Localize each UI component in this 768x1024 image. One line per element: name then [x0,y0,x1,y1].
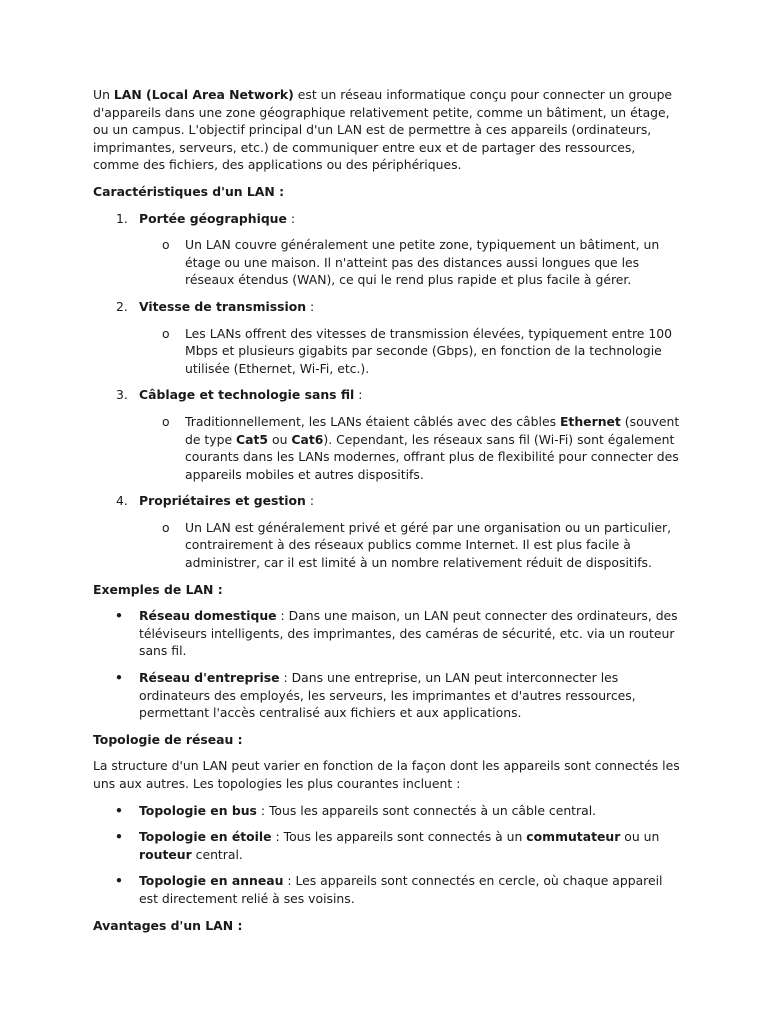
characteristic-desc-text: Un LAN couvre généralement une petite zone, typiquement un bâtiment, un étage ou une maison. Il n'atteint pas des distances aussi longues que les réseaux étendus (WAN), ce qui le rend plus rapide et plus facile à gérer. [185,237,660,288]
examples-heading: Exemples de LAN : [93,581,223,597]
intro-lan-term: LAN (Local Area Network) [113,87,294,102]
item-number: 4. [116,493,128,509]
topology-heading: Topologie de réseau : [93,731,243,747]
desc-text: (souvent de type [185,413,680,447]
topology-desc: central. [191,846,243,862]
topology-item-bus [93,802,683,820]
example-desc: : Dans une entreprise, un LAN peut interconnecter les ordinateurs des employés, les serveurs, les imprimantes et d'autres ressources, permettant l'accès centralisé aux fichiers et aux applications. [139,670,636,721]
title-suffix: : [305,493,314,509]
topology-title: Topologie en étoile [139,829,272,845]
desc-text: ). Cependant, les réseaux sans fil (Wi-Fi) sont également courants dans les LANs modernes, offrant plus de flexibilité pour connecter des appareils mobiles et autres dispositifs. [185,431,679,482]
characteristics-heading: Caractéristiques d'un LAN : [93,183,285,199]
characteristic-desc-text: Les LANs offrent des vitesses de transmission élevées, typiquement entre 100 Mbps et plusieurs gigabits par seconde (Gbps), en fonction de la technologie utilisée (Ethernet, Wi-Fi, etc.). [185,325,672,376]
topology-desc: : Les appareils sont connectés en cercle, où chaque appareil est directement relié à ses voisins. [139,873,663,906]
example-title: Réseau domestique [139,608,277,624]
topology-desc: ou un [620,829,660,845]
cat5-term: Cat5 [236,431,269,447]
ethernet-term: Ethernet [559,413,621,429]
topology-title: Topologie en bus [139,802,257,818]
switch-term: commutateur [526,829,621,845]
characteristic-desc-1 [93,236,683,289]
characteristic-title: Portée géographique [139,210,287,226]
topology-item-ring [93,872,683,907]
topology-desc: : Tous les appareils sont connectés à un [271,829,527,845]
characteristic-title: Câblage et technologie sans fil [139,387,355,403]
bullet-marker: • [115,873,123,889]
sub-bullet-marker: o [162,325,170,341]
characteristic-desc-3 [93,413,683,483]
bullet-marker: • [115,802,123,818]
characteristic-item-2 [93,298,683,316]
intro-text-rest: est un réseau informatique conçu pour connecter un groupe d'appareils dans une zone géographique relativement petite, comme un bâtiment, un étage, ou un campus. L'objectif principal d'un LAN est de permettre à ces appareils (ordinateurs, imprimantes, serveurs, etc.) de communiquer entre eux et de partager des ressources, comme des fichiers, des applications ou des périphériques. [93,87,673,173]
desc-text: Traditionnellement, les LANs étaient câblés avec des câbles [185,413,560,429]
router-term: routeur [139,846,192,862]
bullet-marker: • [115,608,123,624]
topology-item-star [93,828,683,863]
desc-text: ou [268,431,292,447]
example-item-2 [93,669,683,722]
item-number: 3. [116,387,128,403]
characteristic-item-1 [93,210,683,228]
topology-intro: La structure d'un LAN peut varier en fonction de la façon dont les appareils sont connectés les uns aux autres. Les topologies les plus courantes incluent : [93,758,680,791]
intro-paragraph [93,86,683,174]
characteristic-item-4 [93,492,683,510]
intro-text-start: Un [93,87,114,102]
sub-bullet-marker: o [162,237,170,253]
characteristic-title: Propriétaires et gestion [139,493,306,509]
bullet-marker: • [115,829,123,845]
title-suffix: : [354,387,363,403]
characteristic-desc-4 [93,519,683,572]
topology-desc: : Tous les appareils sont connectés à un câble central. [256,802,597,818]
sub-bullet-marker: o [162,519,170,535]
topology-title: Topologie en anneau [139,873,284,889]
document-page [93,86,683,943]
characteristic-title: Vitesse de transmission [139,298,307,314]
example-desc: : Dans une maison, un LAN peut connecter des ordinateurs, des téléviseurs intelligents, des imprimantes, des caméras de sécurité, etc. via un routeur sans fil. [139,608,678,659]
sub-bullet-marker: o [162,413,170,429]
characteristic-item-3 [93,386,683,404]
characteristic-desc-2 [93,325,683,378]
example-title: Réseau d'entreprise [139,670,280,686]
advantages-heading: Avantages d'un LAN : [93,917,243,933]
item-number: 1. [116,210,128,226]
item-number: 2. [116,298,128,314]
title-suffix: : [286,210,296,226]
title-suffix: : [306,298,315,314]
cat6-term: Cat6 [291,431,324,447]
example-item-1 [93,607,683,660]
bullet-marker: • [115,670,123,686]
characteristic-desc-text: Un LAN est généralement privé et géré par une organisation ou un particulier, contrairement à des réseaux publics comme Internet. Il est plus facile à administrer, car il est limité à un nombre relativement réduit de dispositifs. [185,519,672,571]
